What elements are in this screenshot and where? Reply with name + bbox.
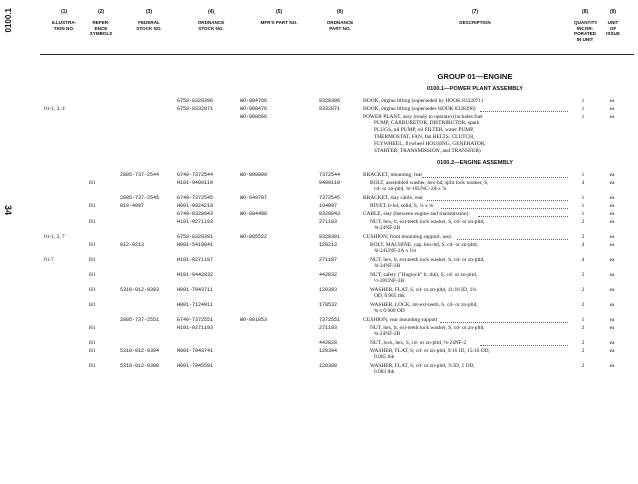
ordnance-part-no-cell: 271193 [319, 219, 338, 225]
ordnance-stock-no-cell: H001-0924218 [177, 203, 214, 209]
parts-row [0, 256, 638, 264]
column-label: STOCK NO. [136, 25, 162, 31]
column-label: PORATED [574, 31, 597, 37]
ordnance-stock-no-cell: H101-0271187 [177, 257, 214, 263]
column-header-ordnance-stock-no [184, 10, 238, 31]
mfr-part-no-cell: WO-808476 [240, 106, 268, 112]
ordnance-part-no-cell: 7372545 [319, 195, 341, 201]
mfr-part-no-cell: WO-800809 [240, 172, 268, 178]
unit-of-issue-cell: ea [609, 348, 615, 354]
quantity-cell: 2 [581, 363, 585, 369]
ordnance-stock-no-cell: H001-7043741 [177, 348, 214, 354]
description-continuation: FLYWHEEL, flywheel HOUSING, GENERATOR, [374, 141, 486, 147]
column-header-illustration-no [44, 10, 84, 31]
unit-of-issue-cell: ea [609, 98, 615, 104]
ordnance-stock-no-cell: G740-8328043 [177, 211, 214, 217]
description-continuation: ⅜-24NF-2B [374, 331, 401, 337]
reference-symbol-cell: H1 [89, 287, 96, 293]
leader-dots [440, 322, 569, 323]
parts-row [0, 179, 638, 187]
description-cell: CUSHION, front mounting support, assy [363, 234, 452, 240]
description-cell: BOLT, assembled washer, hex-hd, split lock washer, S, [370, 180, 489, 186]
mfr-part-no-cell: WO-649707 [240, 195, 268, 201]
parts-row [0, 113, 638, 121]
quantity-cell: 4 [581, 180, 585, 186]
column-number: (5) [275, 9, 283, 15]
parts-row [0, 202, 638, 210]
unit-of-issue-cell: ea [609, 172, 615, 178]
quantity-cell: 2 [581, 234, 585, 240]
column-number: (2) [97, 9, 105, 15]
quantity-cell: 2 [581, 219, 585, 225]
description-cell: CUSHION, rear mounting support [363, 317, 438, 323]
column-label: ISSUE [606, 31, 620, 37]
description-cell: CABLE, stay (between engine and transmission) [363, 211, 469, 217]
description-continuation: cd- or zn-pltd, ⅜-16UNC-2A x ⅞ [374, 186, 447, 192]
description-continuation: ⅜-24NF-2B [374, 225, 401, 231]
section-title: 0100.2—ENGINE ASSEMBLY [436, 160, 514, 166]
ordnance-stock-no-cell: H001-7124911 [177, 302, 214, 308]
parts-row [0, 97, 638, 105]
reference-symbol-cell: H1 [89, 302, 96, 308]
column-number: (9) [609, 9, 617, 15]
ordnance-stock-no-cell: G758-8328396 [177, 98, 214, 104]
description-continuation: 0.083 thk [374, 369, 395, 375]
column-number: (8) [581, 9, 589, 15]
ordnance-stock-no-cell: H101-0271193 [177, 219, 214, 225]
quantity-cell: 2 [581, 348, 585, 354]
mfr-part-no-cell: WO-805522 [240, 234, 268, 240]
leader-dots [478, 216, 568, 217]
column-label: ENCE [94, 25, 108, 31]
federal-stock-no-cell: 5310-012-0393 [120, 287, 160, 293]
description-continuation: ½-20UNF-2B [374, 278, 405, 284]
column-header-mfr-part-no [244, 10, 314, 26]
description-cell: BRACKET, stay cable, rear [363, 195, 423, 201]
illustration-no-cell: 01-7 [44, 257, 54, 263]
unit-of-issue-cell: ea [609, 234, 615, 240]
parts-row [0, 210, 638, 218]
leader-dots [441, 208, 568, 209]
parts-row [0, 316, 638, 324]
ordnance-part-no-cell: 8328043 [319, 211, 341, 217]
federal-stock-no-cell: 2805-737-2551 [120, 317, 160, 323]
description-cell: RIVET, b-hd, solid, S, ¼ x ⅝ [370, 203, 434, 209]
unit-of-issue-cell: ea [609, 287, 615, 293]
quantity-cell: 2 [581, 325, 585, 331]
reference-symbol-cell: H1 [89, 272, 96, 278]
column-number: (6) [336, 9, 344, 15]
unit-of-issue-cell: ea [609, 325, 615, 331]
ordnance-part-no-cell: 442828 [319, 340, 338, 346]
column-label: IN UNIT [576, 36, 594, 42]
quantity-cell: 2 [581, 302, 585, 308]
federal-stock-no-cell: 2805-737-2544 [120, 172, 160, 178]
ordnance-part-no-cell: 8328396 [319, 98, 341, 104]
quantity-cell: 1 [581, 106, 585, 112]
column-number: (3) [145, 9, 153, 15]
parts-row [0, 324, 638, 332]
ordnance-stock-no-cell: H001-7045591 [177, 363, 214, 369]
header-rule [40, 54, 634, 55]
description-continuation: PLUGS, oil PUMP, oil FILTER, water PUMP, [374, 127, 474, 133]
description-continuation: ⅜-24UNF-2A x 1⅛ [374, 248, 417, 254]
quantity-cell: 1 [581, 98, 585, 104]
description-continuation: THERMOSTAT, FAN, fan BELTS, CLUTCH, [374, 134, 475, 140]
unit-of-issue-cell: ea [609, 203, 615, 209]
column-number: (1) [60, 9, 68, 15]
column-label: ORDNANCE [326, 20, 354, 26]
ordnance-part-no-cell: 120393 [319, 287, 338, 293]
ordnance-stock-no-cell: G740-7372551 [177, 317, 214, 323]
quantity-cell: 2 [581, 272, 585, 278]
reference-symbol-cell: H1 [89, 325, 96, 331]
federal-stock-no-cell: 010-4097 [120, 203, 145, 209]
description-cell: HOOK, engine lifting (superseded by HOOK 8332071) [363, 98, 483, 104]
column-number: (4) [207, 9, 215, 15]
description-continuation: ⅜-24NF-2B [374, 263, 401, 269]
quantity-cell: 1 [581, 211, 585, 217]
ordnance-part-no-cell: 178532 [319, 302, 338, 308]
column-label: OF [609, 25, 617, 31]
parts-row [0, 241, 638, 249]
description-cell: NUT, hex, lt, ext-teeth lock washer, S, cd- or zn-pltd, [370, 325, 485, 331]
leader-dots [480, 345, 568, 346]
column-label: DESCRIPTION [459, 20, 491, 26]
parts-row [0, 233, 638, 241]
column-label: ORDNANCE [197, 20, 225, 26]
ordnance-part-no-cell: 271187 [319, 257, 338, 263]
column-label: STOCK NO. [198, 25, 224, 31]
ordnance-stock-no-cell: H101-0442832 [177, 272, 214, 278]
parts-row [0, 271, 638, 279]
illustration-no-cell: 01-1, 2, 7 [44, 234, 65, 240]
side-code: 0100.1 [4, 8, 13, 33]
leader-dots [457, 239, 568, 240]
quantity-cell: 1 [581, 172, 585, 178]
quantity-cell: 2 [581, 340, 585, 346]
unit-of-issue-cell: ea [609, 219, 615, 225]
ordnance-part-no-cell: 104097 [319, 203, 338, 209]
quantity-cell: 4 [581, 257, 585, 263]
section-title: 0100.1—POWER PLANT ASSEMBLY [427, 86, 523, 92]
parts-row [0, 171, 638, 179]
ordnance-stock-no-cell: H101-9409110 [177, 180, 214, 186]
unit-of-issue-cell: ea [609, 180, 615, 186]
federal-stock-no-cell: 5310-012-0394 [120, 348, 160, 354]
parts-row [0, 347, 638, 355]
column-label: REFER- [92, 20, 110, 26]
group-title: GROUP 01—ENGINE [437, 72, 513, 81]
unit-of-issue-cell: ea [609, 242, 615, 248]
quantity-cell: 4 [581, 242, 585, 248]
description-cell: HOOK, engine lifting (supersedes HOOK 8328396) [363, 106, 476, 112]
column-header-ordnance-part-no [320, 10, 360, 31]
ordnance-part-no-cell: 271193 [319, 325, 338, 331]
description-cell: POWER PLANT, assy (ready to operate) (includes fuel [363, 114, 483, 120]
column-number: (7) [471, 9, 479, 15]
quantity-cell: 1 [581, 114, 585, 120]
unit-of-issue-cell: ea [609, 257, 615, 263]
mfr-part-no-cell: WO-808666 [240, 114, 268, 120]
description-continuation: OD, 0.065 thk [374, 293, 405, 299]
reference-symbol-cell: H1 [89, 257, 96, 263]
ordnance-part-no-cell: 120394 [319, 348, 338, 354]
description-continuation: STARTER, TRANSMISSION, and TRANSFER) [374, 148, 481, 154]
description-continuation: PUMP, CARBURETOR, DISTRIBUTOR, spark [374, 120, 480, 126]
column-label: INCOR- [576, 25, 594, 31]
reference-symbol-cell: H1 [89, 348, 96, 354]
column-label: MFR'S PART NO. [260, 20, 298, 26]
column-label: SYMBOLS [89, 31, 113, 37]
ordnance-stock-no-cell: G740-7372545 [177, 195, 214, 201]
column-header-reference-symbols [86, 10, 116, 37]
ordnance-part-no-cell: 7372544 [319, 172, 341, 178]
column-header-federal-stock-no [126, 10, 172, 31]
reference-symbol-cell: H1 [89, 203, 96, 209]
ordnance-part-no-cell: 7372551 [319, 317, 341, 323]
federal-stock-no-cell: 5310-012-0388 [120, 363, 160, 369]
ordnance-part-no-cell: 442832 [319, 272, 338, 278]
leader-dots [427, 200, 568, 201]
federal-stock-no-cell: 012-0213 [120, 242, 145, 248]
reference-symbol-cell: H1 [89, 180, 96, 186]
unit-of-issue-cell: ea [609, 106, 615, 112]
ordnance-part-no-cell: 8332071 [319, 106, 341, 112]
unit-of-issue-cell: ea [609, 114, 615, 120]
column-label: PART NO. [329, 25, 351, 31]
column-label: TION NO. [53, 25, 75, 31]
reference-symbol-cell: H1 [89, 242, 96, 248]
description-cell: WASHER, FLAT, S, cd- or zn-pltd, 9/16 ID, 15/16 OD, [370, 348, 490, 354]
ordnance-stock-no-cell: G758-8332071 [177, 106, 214, 112]
description-cell: NUT, safety ("Hugiock" lt, thk), S, cd- or zn-pltd, [370, 272, 478, 278]
unit-of-issue-cell: ea [609, 211, 615, 217]
reference-symbol-cell: H1 [89, 219, 96, 225]
ordnance-part-no-cell: 8328391 [319, 234, 341, 240]
description-cell: BOLT, MACHINE, cap, hex-hd, S, cd- or zn-pltd, [370, 242, 478, 248]
unit-of-issue-cell: ea [609, 340, 615, 346]
column-label: FEDERAL [138, 20, 160, 26]
parts-row [0, 286, 638, 294]
parts-row [0, 339, 638, 347]
description-cell: WASHER, FLAT, S, cd- or zn-pltd, ⅞ ID, 1 OD, [370, 363, 475, 369]
column-header-quantity [574, 10, 596, 42]
federal-stock-no-cell: 2805-737-2545 [120, 195, 160, 201]
unit-of-issue-cell: ea [609, 317, 615, 323]
mfr-part-no-cell: WO-801053 [240, 317, 268, 323]
column-label: QUANTITY [574, 20, 598, 26]
unit-of-issue-cell: ea [609, 363, 615, 369]
ordnance-stock-no-cell: H001-7043711 [177, 287, 214, 293]
quantity-cell: 1 [581, 317, 585, 323]
description-cell: WASHER, LOCK, int-ext-teeth, S, cd- or zn-pltd, [370, 302, 478, 308]
ordnance-stock-no-cell: H001-5419841 [177, 242, 214, 248]
mfr-part-no-cell: WO-804488 [240, 211, 268, 217]
description-continuation: 0.065 thk [374, 354, 395, 360]
ordnance-part-no-cell: 120388 [319, 363, 338, 369]
quantity-cell: 1 [581, 203, 585, 209]
unit-of-issue-cell: ea [609, 302, 615, 308]
description-continuation: ⅝ x 0.900 OD [374, 308, 405, 314]
parts-row [0, 218, 638, 226]
column-label: ILLUSTRA- [51, 20, 77, 26]
page-number: 34 [3, 205, 13, 216]
mfr-part-no-cell: WO-804766 [240, 98, 268, 104]
description-cell: NUT, hex, lt, ext-teeth lock washer, S, cd- or zn-pltd, [370, 257, 485, 263]
ordnance-stock-no-cell: G740-7372544 [177, 172, 214, 178]
description-cell: BRACKET, mounting, rear [363, 172, 423, 178]
quantity-cell: 1 [581, 195, 585, 201]
parts-row [0, 301, 638, 309]
column-label: UNIT [607, 20, 619, 26]
leader-dots [422, 177, 568, 178]
ordnance-part-no-cell: 120213 [319, 242, 338, 248]
ordnance-stock-no-cell: H101-0271193 [177, 325, 214, 331]
ordnance-stock-no-cell: G758-8328391 [177, 234, 214, 240]
description-cell: NUT, lock, hex, S, cd- or zn-pltd, ⅜-24NF-2 [370, 340, 467, 346]
parts-row [0, 194, 638, 202]
description-cell: NUT, hex, lt, ext-teeth lock washer, S, cd- or zn-pltd, [370, 219, 485, 225]
leader-dots [480, 111, 568, 112]
unit-of-issue-cell: ea [609, 195, 615, 201]
illustration-no-cell: 01-1, 3, 4 [44, 106, 65, 112]
column-header-unit-of-issue [600, 10, 626, 37]
ordnance-part-no-cell: 9409110 [319, 180, 341, 186]
quantity-cell: 2 [581, 287, 585, 293]
reference-symbol-cell: H1 [89, 340, 96, 346]
parts-row [0, 362, 638, 370]
parts-row [0, 105, 638, 113]
description-cell: WASHER, FLAT, S, cd- or zn-pltd, 11/16 ID, 1⅛ [370, 287, 477, 293]
reference-symbol-cell: H1 [89, 363, 96, 369]
unit-of-issue-cell: ea [609, 272, 615, 278]
column-header-description [400, 10, 550, 26]
